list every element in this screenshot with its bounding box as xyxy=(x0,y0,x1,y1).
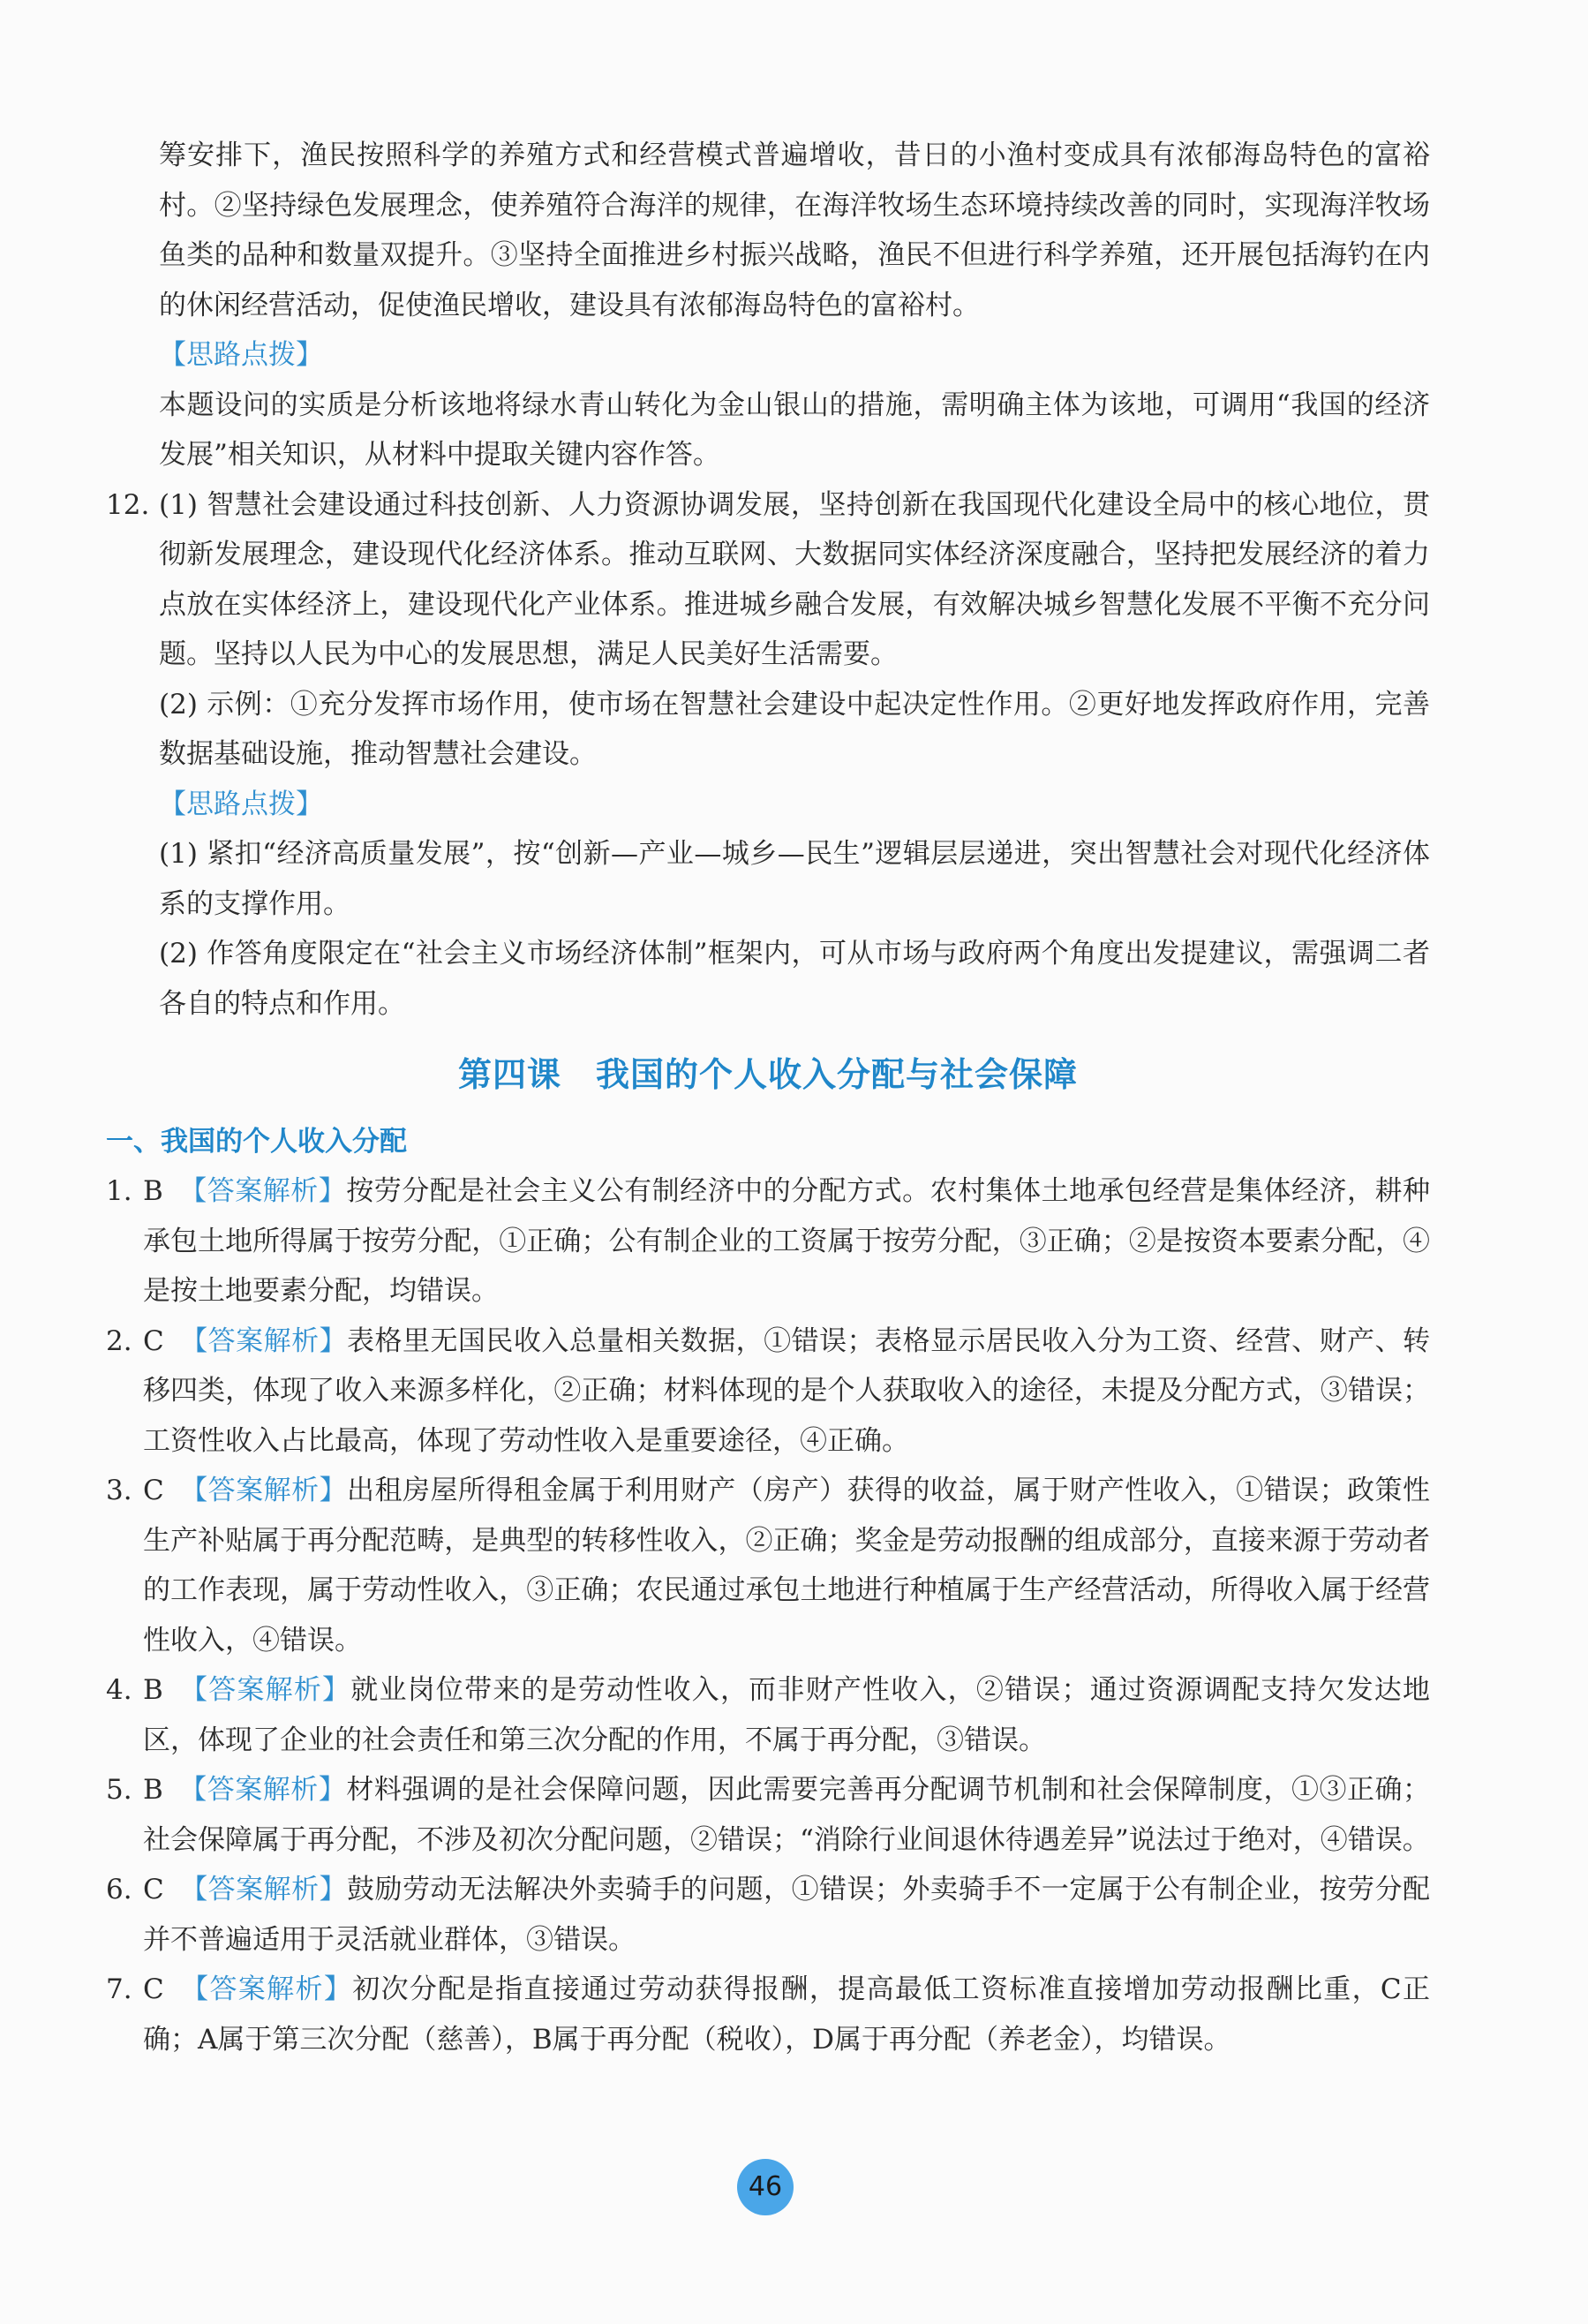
q12-number: 12. xyxy=(106,488,150,521)
q12-tip2-text: 作答角度限定在“社会主义市场经济体制”框架内，可从市场与政府两个角度出发提建议，需强调二者各自的特点和作用。 xyxy=(159,938,1430,1020)
answer-choice: B xyxy=(143,1774,163,1806)
answer-item xyxy=(106,1665,1430,1765)
answer-choice: B xyxy=(143,1674,163,1706)
answer-item xyxy=(106,1765,1430,1865)
lesson-title: 第四课 我国的个人收入分配与社会保障 xyxy=(457,1055,1078,1094)
answer-number: 4. xyxy=(106,1674,132,1706)
q11-tip-label: 【思路点拨】 xyxy=(159,339,323,371)
q12-part2 xyxy=(106,680,1430,780)
q11-tip-text: 本题设问的实质是分析该地将绿水青山转化为金山银山的措施，需明确主体为该地，可调用“我国的经济发展”相关知识，从材料中提取关键内容作答。 xyxy=(159,389,1430,471)
answer-choice: C xyxy=(143,1475,164,1506)
analysis-label: 【答案解析】 xyxy=(179,1973,353,2005)
answer-choice: C xyxy=(143,1973,164,2005)
q12-part1 xyxy=(106,480,1430,680)
q12-part2-label: (2) xyxy=(159,688,198,721)
answer-number: 6. xyxy=(106,1874,132,1905)
answer-number: 2. xyxy=(106,1324,132,1357)
analysis-label: 【答案解析】 xyxy=(179,1324,348,1357)
answer-item xyxy=(106,1865,1430,1965)
answer-list xyxy=(106,1166,1430,2064)
answer-explanation: 初次分配是指直接通过劳动获得报酬，提高最低工资标准直接增加劳动报酬比重，C正确；A属于第三次分配（慈善），B属于再分配（税收），D属于再分配（养老金），均错误。 xyxy=(143,1973,1431,2056)
answer-number: 7. xyxy=(106,1973,132,2005)
answer-choice: C xyxy=(143,1324,164,1357)
q12-tip1-label: (1) xyxy=(159,838,198,870)
content xyxy=(106,131,1430,2064)
answer-item xyxy=(106,1317,1430,1467)
page-number: 46 xyxy=(737,2159,794,2215)
analysis-label: 【答案解析】 xyxy=(178,1674,351,1706)
answer-explanation: 鼓励劳动无法解决外卖骑手的问题，①错误；外卖骑手不一定属于公有制企业，按劳分配并不普遍适用于灵活就业群体，③错误。 xyxy=(143,1874,1431,1956)
answer-number: 5. xyxy=(106,1774,132,1806)
q12-part1-text: 智慧社会建设通过科技创新、人力资源协调发展，坚持创新在我国现代化建设全局中的核心地位，贯彻新发展理念，建设现代化经济体系。推动互联网、大数据同实体经济深度融合，坚持把发展经济的着力点放在实体经济上，建设现代化产业体系。推进城乡融合发展，有效解决城乡智慧化发展不平衡不充分问题。坚持以人民为中心的发展思想，满足人民美好生活需要。 xyxy=(159,488,1430,670)
analysis-label: 【答案解析】 xyxy=(178,1175,347,1207)
answer-explanation: 按劳分配是社会主义公有制经济中的分配方式。农村集体土地承包经营是集体经济，耕种承包土地所得属于按劳分配，①正确；公有制企业的工资属于按劳分配，③正确；②是按资本要素分配，④是按土地要素分配，均错误。 xyxy=(143,1175,1431,1307)
answer-item xyxy=(106,1166,1430,1317)
q12-part2-text: 示例：①充分发挥市场作用，使市场在智慧社会建设中起决定性作用。②更好地发挥政府作用，完善数据基础设施，推动智慧社会建设。 xyxy=(159,688,1430,770)
q12-tip1-text: 紧扣“经济高质量发展”，按“创新—产业—城乡—民生”逻辑层层递进，突出智慧社会对现代化经济体系的支撑作用。 xyxy=(159,838,1430,920)
analysis-label: 【答案解析】 xyxy=(179,1475,348,1506)
analysis-label: 【答案解析】 xyxy=(179,1874,348,1905)
analysis-label: 【答案解析】 xyxy=(178,1774,347,1806)
answer-explanation: 就业岗位带来的是劳动性收入，而非财产性收入，②错误；通过资源调配支持欠发达地区，体现了企业的社会责任和第三次分配的作用，不属于再分配，③错误。 xyxy=(143,1674,1430,1756)
answer-explanation: 材料强调的是社会保障问题，因此需要完善再分配调节机制和社会保障制度，①③正确；社会保障属于再分配，不涉及初次分配问题，②错误；“消除行业间退休待遇差异”说法过于绝对，④错误。 xyxy=(143,1774,1431,1856)
answer-item xyxy=(106,1965,1430,2064)
q12-tip2 xyxy=(106,929,1430,1029)
q12-part1-label: (1) xyxy=(159,488,198,521)
q12-tip-label: 【思路点拨】 xyxy=(159,788,323,820)
answer-choice: B xyxy=(143,1175,163,1207)
answer-choice: C xyxy=(143,1874,164,1905)
answer-number: 3. xyxy=(106,1475,132,1506)
section-title: 一、我国的个人收入分配 xyxy=(106,1126,407,1158)
answer-explanation: 表格里无国民收入总量相关数据，①错误；表格显示居民收入分为工资、经营、财产、转移四类，体现了收入来源多样化，②正确；材料体现的是个人获取收入的途径，未提及分配方式，③错误；工资性收入占比最高，体现了劳动性收入是重要途径，④正确。 xyxy=(143,1324,1431,1457)
q11-answer-continuation: 筹安排下，渔民按照科学的养殖方式和经营模式普遍增收，昔日的小渔村变成具有浓郁海岛特色的富裕村。②坚持绿色发展理念，使养殖符合海洋的规律，在海洋牧场生态环境持续改善的同时，实现海洋牧场鱼类的品种和数量双提升。③坚持全面推进乡村振兴战略，渔民不但进行科学养殖，还开展包括海钓在内的休闲经营活动，促使渔民增收，建设具有浓郁海岛特色的富裕村。 xyxy=(159,140,1430,321)
answer-number: 1. xyxy=(106,1175,132,1207)
answer-item xyxy=(106,1466,1430,1665)
q12-tip1 xyxy=(106,829,1430,929)
answer-explanation: 出租房屋所得租金属于利用财产（房产）获得的收益，属于财产性收入，①错误；政策性生产补贴属于再分配范畴，是典型的转移性收入，②正确；奖金是劳动报酬的组成部分，直接来源于劳动者的工作表现，属于劳动性收入，③正确；农民通过承包土地进行种植属于生产经营活动，所得收入属于经营性收入，④错误。 xyxy=(143,1475,1431,1656)
q12-tip2-label: (2) xyxy=(159,938,198,970)
